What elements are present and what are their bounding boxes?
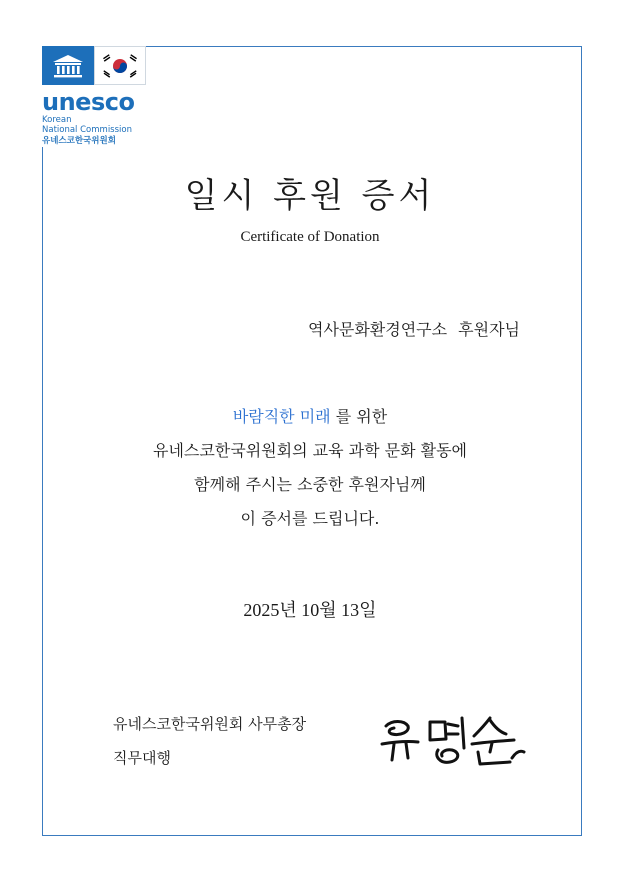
- body-line-1-rest: 를 위한: [330, 407, 388, 426]
- handwritten-signature: [378, 712, 528, 776]
- unesco-logo: [42, 46, 146, 147]
- certificate-title-english: Certificate of Donation: [240, 229, 380, 245]
- logo-sub-korean: 유네스코한국위원회: [42, 136, 116, 146]
- body-line-4: 이 증서를 드립니다.: [240, 509, 380, 528]
- issuer-title: 유네스코한국위원회 사무총장: [113, 715, 307, 733]
- korea-flag-icon: [94, 46, 146, 85]
- recipient-name: 역사문화환경연구소 후원자님: [307, 320, 520, 339]
- certificate-body: [0, 400, 620, 536]
- unesco-temple-icon: [42, 46, 94, 85]
- unesco-wordmark: unesco: [42, 88, 135, 116]
- body-line-3: 함께해 주시는 소중한 후원자님께: [194, 475, 426, 494]
- body-line-1: [0, 400, 620, 434]
- logo-sub-line2: National Commission: [42, 125, 132, 135]
- certificate-title: 일시 후원 증서: [184, 176, 436, 216]
- body-highlight: 바람직한 미래: [232, 407, 331, 426]
- body-line-2: 유네스코한국위원회의 교육 과학 문화 활동에: [152, 441, 467, 460]
- issuer-block: [113, 707, 306, 775]
- logo-sub-line1: Korean: [42, 115, 72, 125]
- logo-emblems: [42, 46, 146, 85]
- issue-date: 2025년 10월 13일: [243, 600, 377, 620]
- issuer-role: 직무대행: [113, 749, 171, 767]
